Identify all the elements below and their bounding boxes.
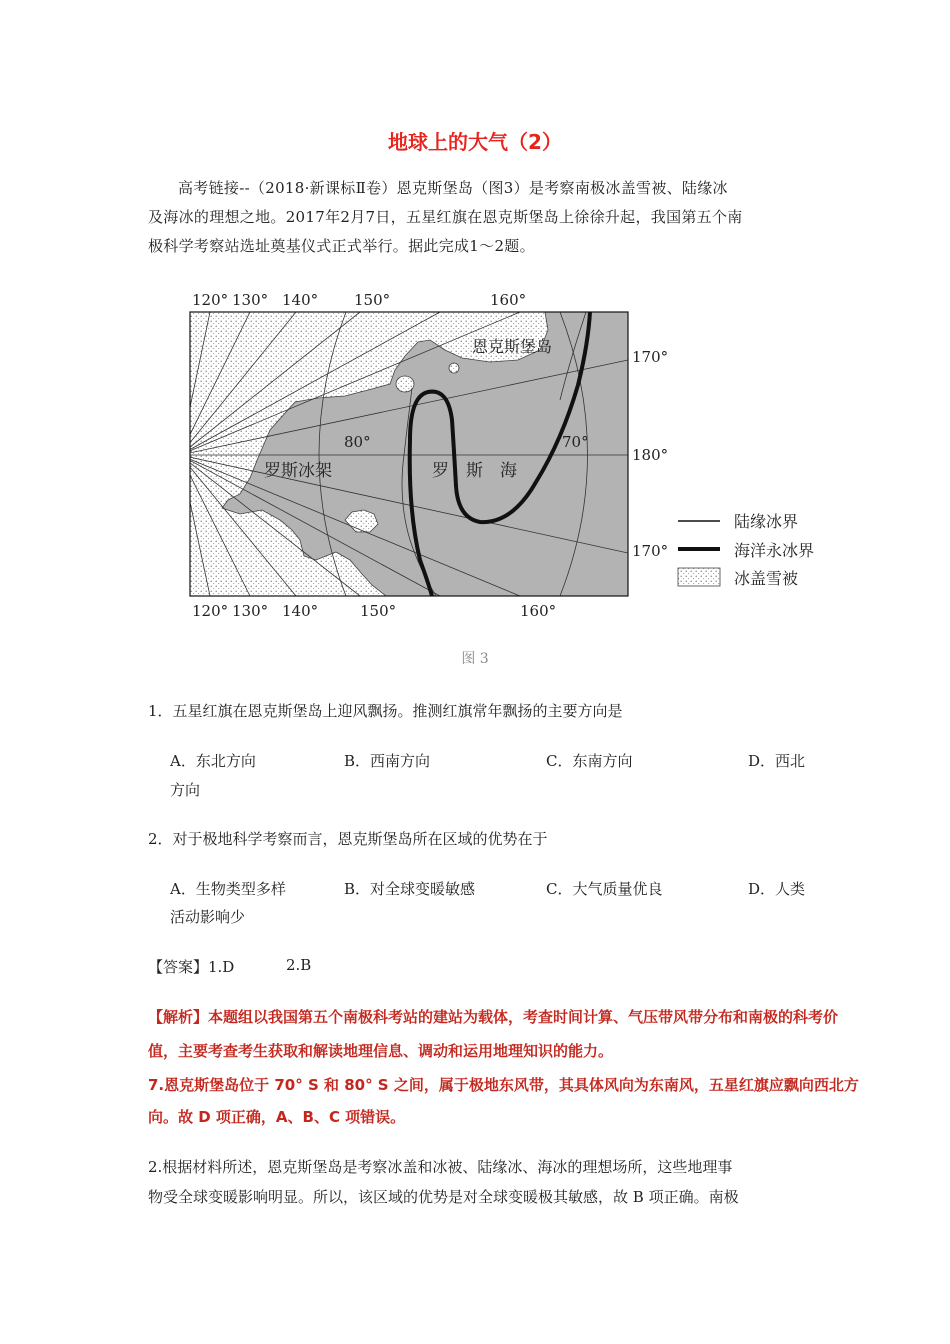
island-small-1 bbox=[396, 376, 414, 392]
q1-option-d: D．西北 bbox=[748, 752, 806, 770]
top-label-140: 140° bbox=[282, 291, 319, 309]
island-small-2 bbox=[449, 363, 459, 373]
top-label-130: 130° bbox=[232, 291, 269, 309]
intro-line-1: 高考链接--（2018·新课标Ⅱ卷）恩克斯堡岛（图3）是考察南极冰盖雪被、陆缘冰 bbox=[178, 179, 728, 197]
right-label-170-top: 170° bbox=[632, 348, 669, 366]
q1-option-b: B．西南方向 bbox=[344, 752, 431, 770]
place-shelf: 罗斯冰架 bbox=[264, 461, 332, 481]
q1-option-a: A．东北方向 bbox=[170, 752, 256, 770]
top-label-160: 160° bbox=[490, 291, 527, 309]
q1-option-c: C．东南方向 bbox=[546, 752, 633, 770]
explain2-line-1: 2.根据材料所述，恩克斯堡岛是考察冰盖和冰被、陆缘冰、海冰的理想场所，这些地理事 bbox=[148, 1158, 733, 1176]
lat-label-80: 80° bbox=[344, 433, 371, 451]
top-label-120: 120° bbox=[192, 291, 229, 309]
analysis-line-4: 向。故 D 项正确，A、B、C 项错误。 bbox=[148, 1108, 406, 1126]
legend-label-dotted: 冰盖雪被 bbox=[734, 569, 799, 588]
analysis-line-3: 7.恩克斯堡岛位于 70° S 和 80° S 之间，属于极地东风带，其具体风向为东南风，五星红旗应飘向西北方 bbox=[148, 1076, 859, 1094]
intro-line-2: 及海冰的理想之地。2017年2月7日，五星红旗在恩克斯堡岛上徐徐升起，我国第五个南 bbox=[148, 208, 743, 226]
bottom-label-150: 150° bbox=[360, 602, 397, 620]
legend-label-thick: 海洋永冰界 bbox=[734, 541, 815, 560]
answer-label: 【答案】1.D bbox=[148, 958, 235, 976]
analysis-line-1: 【解析】本题组以我国第五个南极科考站的建站为载体，考查时间计算、气压带风带分布和南极的科考价 bbox=[148, 1008, 839, 1026]
map-legend bbox=[678, 512, 814, 588]
place-sea: 罗 斯 海 bbox=[432, 461, 517, 481]
bottom-label-120: 120° bbox=[192, 602, 229, 620]
place-island: 恩克斯堡岛 bbox=[472, 337, 553, 356]
legend-dotted-swatch bbox=[678, 568, 720, 586]
bottom-label-160: 160° bbox=[520, 602, 557, 620]
answer-second: 2.B bbox=[286, 956, 312, 974]
q2-option-d-cont: 活动影响少 bbox=[170, 908, 246, 926]
q1-option-d-cont: 方向 bbox=[170, 781, 201, 799]
q2-option-d: D．人类 bbox=[748, 880, 806, 898]
lat-label-70: 70° bbox=[562, 433, 589, 451]
ross-sea-map bbox=[180, 285, 860, 625]
bottom-label-140: 140° bbox=[282, 602, 319, 620]
question-2-stem: 2．对于极地科学考察而言，恩克斯堡岛所在区域的优势在于 bbox=[148, 830, 548, 848]
question-1-stem: 1．五星红旗在恩克斯堡岛上迎风飘扬。推测红旗常年飘扬的主要方向是 bbox=[148, 702, 623, 720]
analysis-line-2: 值，主要考查考生获取和解读地理信息、调动和运用地理知识的能力。 bbox=[148, 1042, 614, 1060]
bottom-label-130: 130° bbox=[232, 602, 269, 620]
right-label-170-bottom: 170° bbox=[632, 542, 669, 560]
right-label-180: 180° bbox=[632, 446, 669, 464]
figure-caption: 图 3 bbox=[461, 651, 489, 667]
top-label-150: 150° bbox=[354, 291, 391, 309]
intro-line-3: 极科学考察站选址奠基仪式正式举行。据此完成1～2题。 bbox=[148, 237, 535, 255]
legend-label-thin: 陆缘冰界 bbox=[734, 512, 799, 531]
q2-option-c: C．大气质量优良 bbox=[546, 880, 663, 898]
page-title: 地球上的大气（2） bbox=[388, 130, 562, 154]
q2-option-a: A．生物类型多样 bbox=[170, 880, 286, 898]
explain2-line-2: 物受全球变暖影响明显。所以，该区域的优势是对全球变暖极其敏感，故 B 项正确。南极 bbox=[148, 1188, 739, 1206]
q2-option-b: B．对全球变暖敏感 bbox=[344, 880, 476, 898]
